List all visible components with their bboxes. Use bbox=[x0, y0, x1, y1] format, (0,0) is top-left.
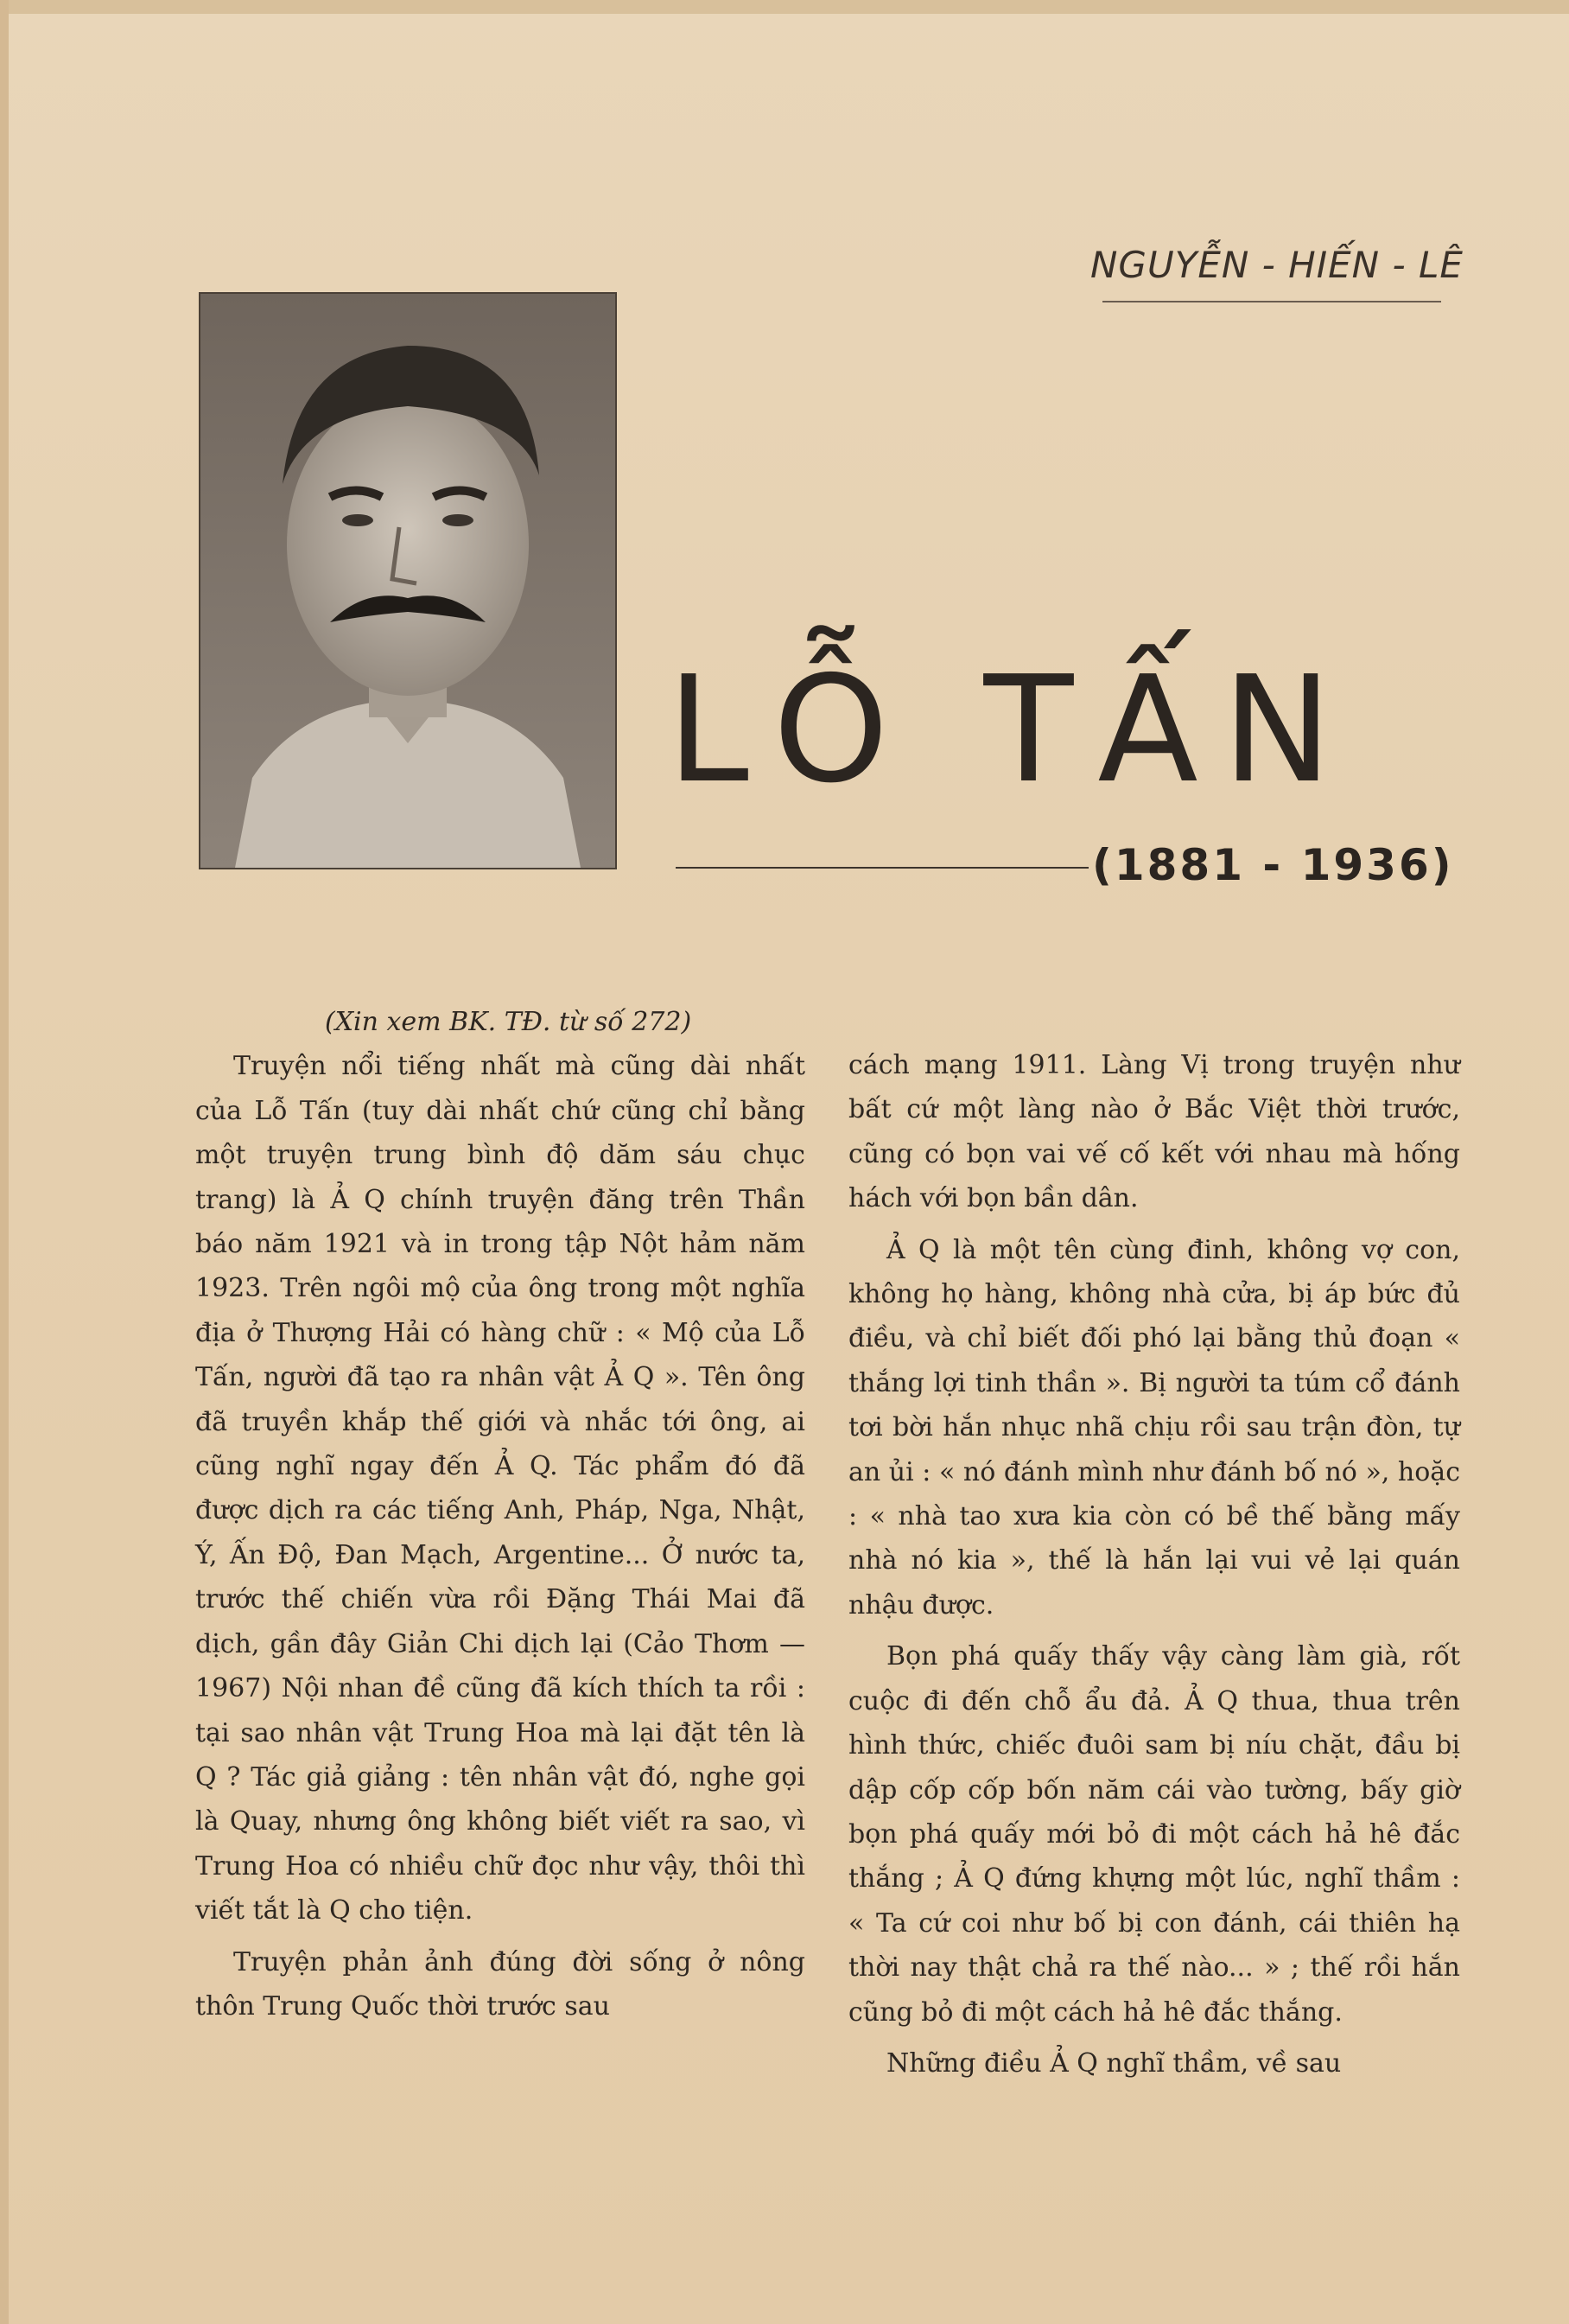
portrait-image bbox=[200, 294, 615, 868]
author-byline: NGUYỄN - HIẾN - LÊ bbox=[1090, 244, 1464, 286]
author-portrait bbox=[199, 292, 617, 869]
article-dates: (1881 - 1936) bbox=[1092, 840, 1454, 890]
paragraph: Truyện nổi tiếng nhất mà cũng dài nhất của Lỗ Tấn (tuy dài nhất chứ cũng chỉ bằng một truyện trung bình độ dăm sáu chục trang) là Ả Q chính truyện đăng trên Thần báo năm 1921 và in trong tập Nột hảm năm 1923. Trên ngôi mộ của ông trong một nghĩa địa ở Thượng Hải có hàng chữ : « Mộ của Lỗ Tấn, người đã tạo ra nhân vật Ả Q ». Tên ông đã truyền khắp thế giới và nhắc tới ông, ai cũng nghĩ ngay đến Ả Q. Tác phẩm đó đã được dịch ra các tiếng Anh, Pháp, Nga, Nhật, Ý, Ấn Độ, Đan Mạch, Argentine... Ở nước ta, trước thế chiến vừa rồi Đặng Thái Mai đã dịch, gần đây Giản Chi dịch lại (Cảo Thơm — 1967) Nội nhan đề cũng đã kích thích ta rồi : tại sao nhân vật Trung Hoa mà lại đặt tên là Q ? Tác giả giảng : tên nhân vật đó, nghe gọi là Quay, nhưng ông không biết viết ra sao, vì Trung Hoa có nhiều chữ đọc như vậy, thôi thì viết tắt là Q cho tiện. bbox=[195, 1051, 805, 1926]
paragraph: Truyện phản ảnh đúng đời sống ở nông thôn Trung Quốc thời trước sau bbox=[195, 1946, 805, 2022]
right-column bbox=[848, 1043, 1460, 2085]
paragraph: cách mạng 1911. Làng Vị trong truyện như bất cứ một làng nào ở Bắc Việt thời trước, cũng có bọn vai vế cố kết với nhau mà hống hách với bọn bần dân. bbox=[848, 1050, 1460, 1214]
left-column bbox=[195, 1000, 805, 2028]
paragraph: Ả Q là một tên cùng đinh, không vợ con, không họ hàng, không nhà cửa, bị áp bức đủ điều, và chỉ biết đối phó lại bằng thủ đoạn « thắng lợi tinh thần ». Bị người ta túm cổ đánh tơi bời hắn nhục nhã chịu rồi sau trận đòn, tự an ủi : « nó đánh mình như đánh bố nó », hoặc : « nhà tao xưa kia còn có bề thế bằng mấy nhà nó kia », thế là hắn lại vui vẻ lại quán nhậu được. bbox=[848, 1234, 1460, 1620]
page-top-edge bbox=[0, 0, 1569, 14]
reference-note: (Xin xem BK. TĐ. từ số 272) bbox=[325, 1007, 692, 1037]
paragraph: Bọn phá quấy thấy vậy càng làm già, rốt cuộc đi đến chỗ ẩu đả. Ả Q thua, thua trên hình thức, chiếc đuôi sam bị níu chặt, đầu bị dập cốp cốp bốn năm cái vào tường, bấy giờ bọn phá quấy mới bỏ đi một cách hả hê đắc thắng ; Ả Q đứng khựng một lúc, nghĩ thầm : « Ta cứ coi như bố bị con đánh, cái thiên hạ thời nay thật chả ra thế nào... » ; thế rồi hắn cũng bỏ đi một cách hả hê đắc thắng. bbox=[848, 1641, 1460, 2028]
article-title: LỖ TẤN bbox=[667, 645, 1356, 816]
dates-rule bbox=[676, 867, 1089, 869]
author-underline bbox=[1102, 301, 1441, 302]
paragraph: Những điều Ả Q nghĩ thầm, về sau bbox=[886, 2047, 1342, 2079]
page-left-edge bbox=[0, 0, 9, 2324]
